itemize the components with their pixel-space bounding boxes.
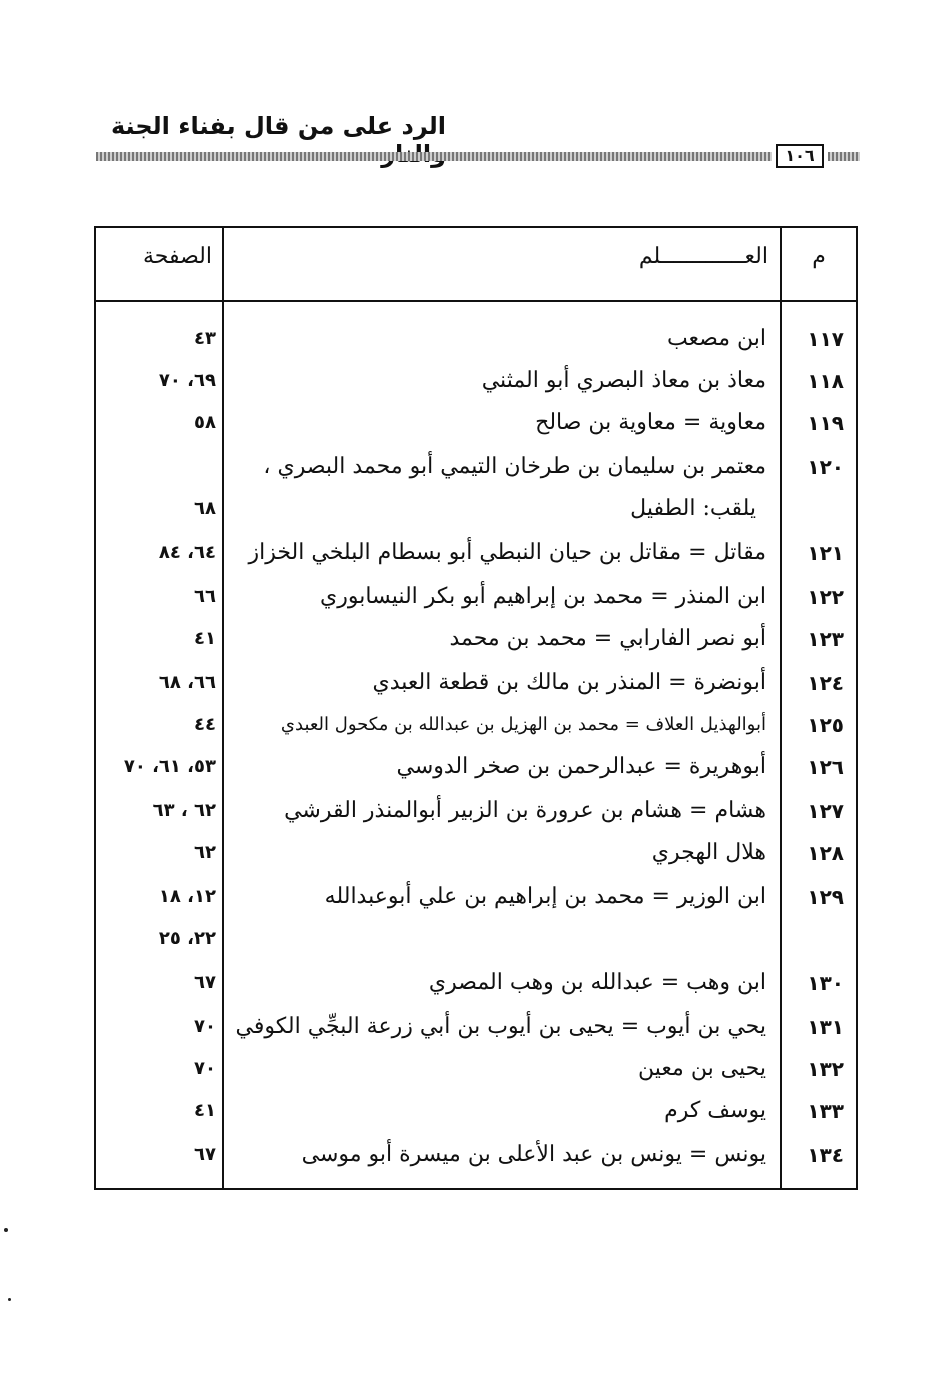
row-pages: ٦٨ [194,498,216,519]
row-number: ١٣٢ [807,1057,844,1081]
row-pages: ٢٢، ٢٥ [158,928,216,949]
table-row [96,919,856,959]
row-pages: ٥٨ [194,412,216,433]
scan-speck [4,1228,8,1232]
row-name: أبوهريرة = عبدالرحمن بن صخر الدوسي [396,754,766,779]
row-number: ١٢٦ [807,755,844,779]
row-pages: ٦٩، ٧٠ [158,370,216,391]
table-row [96,619,856,659]
row-pages: ٤٤ [194,714,216,735]
table-row [96,489,856,529]
row-number: ١٢٣ [807,627,844,651]
column-header-name [224,244,780,269]
row-pages: ٧٠ [194,1016,216,1037]
row-name: ابن وهب = عبدالله بن وهب المصري [428,970,766,995]
scan-speck [8,1298,11,1301]
table-row [96,1049,856,1089]
header-row-divider [96,300,856,302]
row-number: ١١٨ [807,369,844,393]
table-row [96,877,856,917]
table-row [96,747,856,787]
table-row [96,963,856,1003]
row-number: ١٢٢ [807,585,844,609]
page-number: ١٠٦ [776,144,824,168]
row-name: أبوالهذيل العلاف = محمد بن الهزيل بن عبدالله بن مكحول العبدي [280,714,766,735]
row-number: ١٣٠ [807,971,844,995]
table-row [96,533,856,573]
row-pages: ١٢، ١٨ [158,886,216,907]
row-name: يحيى بن معين [638,1056,766,1081]
row-pages: ٦٢ ، ٦٣ [152,800,216,821]
row-number: ١٢٤ [807,671,844,695]
header-rule [96,152,772,161]
row-number: ١٣٣ [807,1099,844,1123]
row-pages: ٦٧ [194,972,216,993]
row-number: ١٢٧ [807,799,844,823]
row-name: يونس = يونس بن عبد الأعلى بن ميسرة أبو موسى [301,1142,766,1167]
row-number: ١٢٥ [807,713,844,737]
row-name: يوسف كرم [664,1098,766,1123]
table-row [96,1091,856,1131]
column-header-num: م [812,244,826,269]
column-header-name-label: العـــــــــــــلم [638,244,768,269]
column-header-pages [96,244,222,269]
row-pages: ٦٤، ٨٤ [158,542,216,563]
table-row [96,663,856,703]
row-pages: ٤٣ [194,328,216,349]
row-name: يلقب: الطفيل [630,496,756,521]
row-name: هشام = هشام بن عرورة بن الزبير أبوالمنذر القرشي [284,798,766,823]
row-name: هلال الهجري [651,840,766,865]
table-row [96,1135,856,1175]
row-name: يحي بن أيوب = يحيى بن أيوب بن أبي زرعة البجِّي الكوفي [235,1014,766,1039]
table-row [96,577,856,617]
table-row [96,361,856,401]
row-number: ١٢١ [807,541,844,565]
column-header-pages-label: الصفحة [142,244,212,269]
row-name: ابن مصعب [666,326,766,351]
row-name: مقاتل = مقاتل بن حيان النبطي أبو بسطام البلخي الخزاز [248,540,766,565]
row-number: ١١٧ [807,327,844,351]
row-name: معاوية = معاوية بن صالح [535,410,766,435]
row-name: معاذ بن معاذ البصري أبو المثني [481,368,766,393]
row-number: ١١٩ [807,411,844,435]
running-header-title: الرد على من قال بفناء الجنة [111,112,446,140]
row-number: ١٣٤ [807,1143,844,1167]
header-rule-right [828,152,860,161]
row-name: معتمر بن سليمان بن طرخان التيمي أبو محمد البصري ، [263,454,766,479]
table-row [96,447,856,487]
row-name: ابن المنذر = محمد بن إبراهيم أبو بكر النيسابوري [320,584,766,609]
row-number: ١٢٩ [807,885,844,909]
table-row [96,833,856,873]
row-number: ١٢٨ [807,841,844,865]
table-row [96,403,856,443]
table-row [96,705,856,745]
row-number: ١٣١ [807,1015,844,1039]
row-pages: ٥٣، ٦١، ٧٠ [123,756,216,777]
table-row [96,319,856,359]
row-name: أبو نصر الفارابي = محمد بن محمد [449,626,766,651]
row-number: ١٢٠ [807,455,844,479]
row-pages: ٦٧ [194,1144,216,1165]
row-pages: ٤١ [194,628,216,649]
table-row [96,791,856,831]
row-pages: ٦٦ [194,586,216,607]
row-name: ابن الوزير = محمد بن إبراهيم بن علي أبوعبدالله [324,884,766,909]
row-name: أبونضرة = المنذر بن مالك بن قطعة العبدي [372,670,766,695]
row-pages: ٦٦، ٦٨ [158,672,216,693]
table-row [96,1007,856,1047]
row-pages: ٤١ [194,1100,216,1121]
row-pages: ٦٢ [194,842,216,863]
row-pages: ٧٠ [194,1058,216,1079]
